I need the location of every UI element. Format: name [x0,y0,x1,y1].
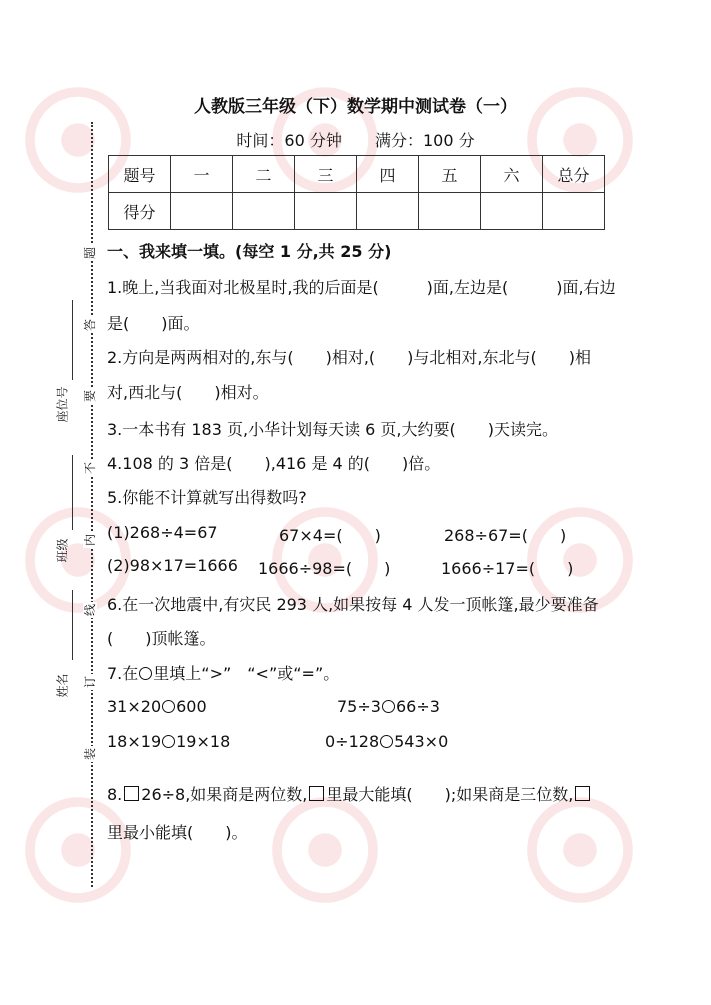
score-input-cell[interactable] [171,193,233,230]
square-blank-icon[interactable] [575,786,590,801]
q5-1-b: 67×4=( ) [279,526,381,545]
binding-char: 订 [83,676,97,689]
binding-char: 内 [83,534,97,547]
circle-blank-icon [139,667,152,680]
watermark-icon [265,790,385,910]
expr-left: 75÷3 [337,697,381,716]
seat-number-label: 座位号 [55,386,70,423]
score-input-cell[interactable] [295,193,357,230]
table-cell: 三 [295,156,357,193]
binding-char: 不 [83,462,97,475]
compare-circle[interactable] [162,700,175,713]
seat-number-line[interactable] [72,300,73,380]
square-blank-icon[interactable] [124,786,139,801]
compare-circle[interactable] [380,735,393,748]
q5-1-given: (1)268÷4=67 [107,523,218,542]
page-title: 人教版三年级（下）数学期中测试卷（一） [194,97,517,117]
score-table [108,155,605,230]
q8-text: 26÷8,如果商是两位数, [141,785,308,804]
q7-prefix: 7.在 [107,664,139,683]
q5-1-c: 268÷67=( ) [444,526,567,545]
score-input-cell[interactable] [233,193,295,230]
expr-left: 18×19 [107,732,162,751]
class-line[interactable] [72,455,73,530]
name-line[interactable] [72,590,73,660]
question-3: 3.一本书有 183 页,小华计划每天读 6 页,大约要( )天读完。 [107,420,558,439]
question-1-line-2: 是( )面。 [107,314,200,333]
expr-left: 0÷128 [325,732,380,751]
question-8-line-1 [107,782,592,805]
expr-right: 543×0 [394,732,449,751]
q7-suffix: 里填上“>” “<”或“=”。 [153,664,340,683]
q7-item-3 [107,732,230,751]
expr-left: 31×20 [107,697,162,716]
table-cell: 二 [233,156,295,193]
question-2-line-1: 2.方向是两两相对的,东与( )相对,( )与北相对,东北与( )相 [107,348,591,367]
table-cell: 得分 [109,193,171,230]
compare-circle[interactable] [382,700,395,713]
q8-number: 8. [107,785,123,804]
expr-right: 66÷3 [395,697,440,716]
binding-char: 题 [83,247,97,260]
score-input-cell[interactable] [543,193,605,230]
full-score: 满分：100 分 [374,131,475,150]
watermark-icon [18,790,138,910]
binding-dotted-line [91,122,93,887]
score-table-score-row [109,193,605,230]
table-cell: 一 [171,156,233,193]
score-input-cell[interactable] [419,193,481,230]
question-4: 4.108 的 3 倍是( ),416 是 4 的( )倍。 [107,454,441,473]
q5-2-c: 1666÷17=( ) [441,559,574,578]
table-cell: 总分 [543,156,605,193]
time-limit: 时间：60 分钟 [236,131,342,150]
expr-right: 600 [176,697,207,716]
question-6-line-2: ( )顶帐篷。 [107,629,216,648]
section-heading: 一、我来填一填。(每空 1 分,共 25 分) [107,242,392,261]
q7-item-2 [337,697,440,716]
table-cell: 五 [419,156,481,193]
question-1-line-1: 1.晚上,当我面对北极星时,我的后面是( )面,左边是( )面,右边 [107,278,616,297]
q5-2-given: (2)98×17=1666 [107,556,238,575]
q7-item-1 [107,697,207,716]
table-cell: 四 [357,156,419,193]
question-2-line-2: 对,西北与( )相对。 [107,383,269,402]
exam-info [0,128,711,151]
binding-char: 装 [83,748,97,761]
q5-2-b: 1666÷98=( ) [258,559,391,578]
score-input-cell[interactable] [357,193,419,230]
question-6-line-1: 6.在一次地震中,有灾民 293 人,如果按每 4 人发一顶帐篷,最少要准备 [107,595,599,614]
class-label: 班级 [55,538,70,563]
question-8-line-2: 里最小能填( )。 [107,823,248,842]
expr-right: 19×18 [176,732,231,751]
binding-char: 答 [83,319,97,332]
binding-char: 要 [83,390,97,403]
q8-text: 里最大能填( );如果商是三位数, [326,785,574,804]
binding-char: 线 [83,604,97,617]
name-label: 姓名 [55,673,70,698]
watermark-icon [520,790,640,910]
question-5: 5.你能不计算就写出得数吗? [107,488,307,507]
score-table-header-row [109,156,605,193]
square-blank-icon[interactable] [309,786,324,801]
score-input-cell[interactable] [481,193,543,230]
question-7 [107,661,339,684]
compare-circle[interactable] [162,735,175,748]
table-cell: 题号 [109,156,171,193]
q7-item-4 [325,732,448,751]
table-cell: 六 [481,156,543,193]
